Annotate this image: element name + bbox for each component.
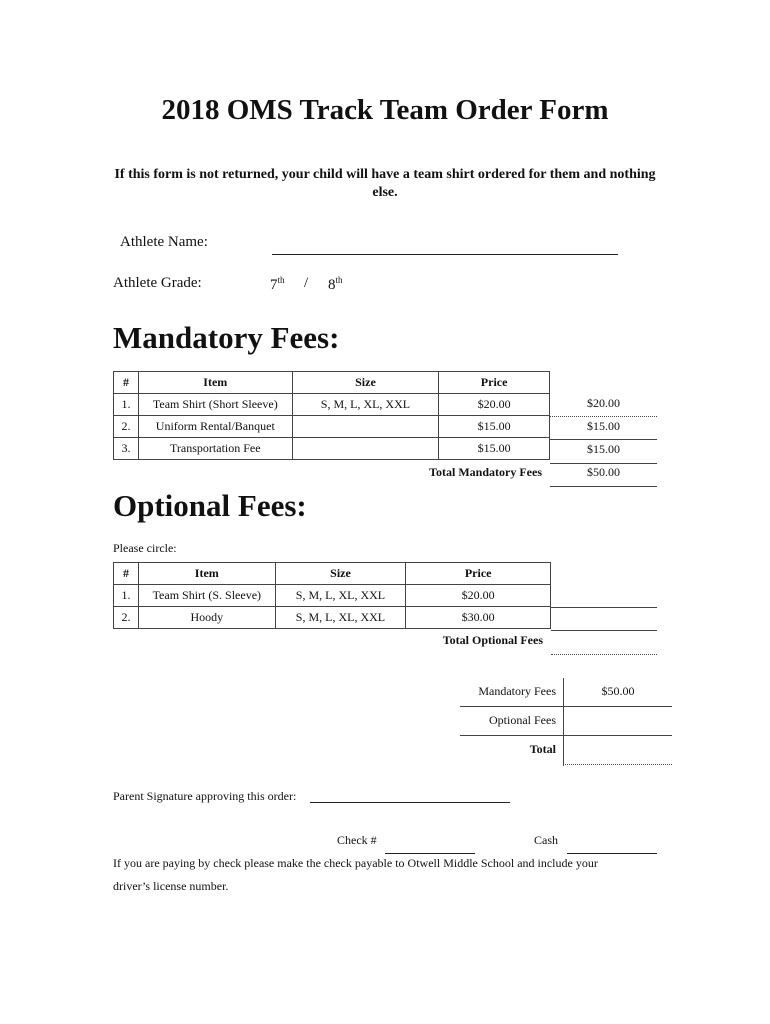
- athlete-grade-label: Athlete Grade:: [113, 275, 202, 291]
- total-optional-label: Total Optional Fees: [442, 633, 543, 647]
- header-size: Size: [275, 563, 406, 585]
- row-size: [292, 438, 439, 460]
- header-num: #: [114, 372, 139, 394]
- optional-row-total-field[interactable]: [551, 630, 657, 631]
- row-price: $15.00: [439, 438, 550, 460]
- payment-note-line2: driver’s license number.: [113, 879, 229, 893]
- optional-fees-heading: Optional Fees:: [113, 488, 307, 523]
- total-mandatory-label: Total Mandatory Fees: [429, 465, 542, 479]
- table-row: [114, 394, 550, 416]
- header-price: Price: [406, 563, 551, 585]
- cash-field[interactable]: [567, 853, 657, 854]
- row-item: Uniform Rental/Banquet: [138, 416, 292, 438]
- header-price: Price: [439, 372, 550, 394]
- divider: [550, 439, 657, 440]
- row-size[interactable]: S, M, L, XL, XXL: [292, 394, 439, 416]
- mandatory-row-total: $15.00: [587, 419, 620, 433]
- row-num: 2.: [114, 416, 139, 438]
- mandatory-row-total: $15.00: [587, 442, 620, 456]
- table-row: [114, 585, 551, 607]
- grade-7-option[interactable]: 7th: [270, 275, 285, 293]
- grade-separator: /: [304, 275, 309, 291]
- athlete-name-field[interactable]: [272, 254, 618, 255]
- optional-row-total-field[interactable]: [551, 607, 657, 608]
- parent-signature-label: Parent Signature approving this order:: [113, 789, 297, 803]
- table-row: [114, 438, 550, 460]
- mandatory-row-total: $20.00: [587, 396, 620, 410]
- row-price: $30.00: [406, 607, 551, 629]
- header-size: Size: [292, 372, 439, 394]
- row-price: $20.00: [406, 585, 551, 607]
- summary-total-label: Total: [529, 742, 556, 756]
- summary-mandatory-label: Mandatory Fees: [478, 684, 556, 698]
- row-size[interactable]: S, M, L, XL, XXL: [275, 585, 406, 607]
- row-num: 1.: [114, 394, 139, 416]
- header-item: Item: [138, 563, 275, 585]
- divider: [460, 735, 672, 736]
- total-mandatory-value: $50.00: [587, 465, 620, 479]
- divider: [550, 416, 657, 417]
- total-optional-field[interactable]: [551, 654, 657, 655]
- table-header-row: [114, 563, 551, 585]
- row-price: $20.00: [439, 394, 550, 416]
- row-item: Hoody: [138, 607, 275, 629]
- divider: [460, 706, 672, 707]
- cash-label: Cash: [534, 833, 558, 847]
- table-row: [114, 416, 550, 438]
- athlete-name-label: Athlete Name:: [120, 234, 208, 250]
- row-item: Transportation Fee: [138, 438, 292, 460]
- check-label: Check #: [337, 833, 377, 847]
- divider: [550, 463, 657, 464]
- optional-fees-table: [113, 562, 551, 629]
- payment-note-line1: If you are paying by check please make the check payable to Otwell Middle School and include your: [113, 856, 598, 870]
- header-item: Item: [138, 372, 292, 394]
- grade-8-option[interactable]: 8th: [328, 275, 343, 293]
- divider: [550, 486, 657, 487]
- header-num: #: [114, 563, 139, 585]
- row-num: 3.: [114, 438, 139, 460]
- table-row: [114, 607, 551, 629]
- please-circle-text: Please circle:: [113, 541, 177, 555]
- row-num: 1.: [114, 585, 139, 607]
- row-item: Team Shirt (S. Sleeve): [138, 585, 275, 607]
- row-item: Team Shirt (Short Sleeve): [138, 394, 292, 416]
- row-size[interactable]: S, M, L, XL, XXL: [275, 607, 406, 629]
- summary-optional-label: Optional Fees: [489, 713, 556, 727]
- row-size: [292, 416, 439, 438]
- parent-signature-field[interactable]: [310, 802, 510, 803]
- page-title: 2018 OMS Track Team Order Form: [161, 94, 609, 126]
- table-header-row: [114, 372, 550, 394]
- mandatory-fees-table: [113, 371, 550, 460]
- mandatory-fees-heading: Mandatory Fees:: [113, 320, 340, 355]
- check-number-field[interactable]: [385, 853, 475, 854]
- summary-mandatory-value: $50.00: [601, 684, 635, 698]
- summary-total-field[interactable]: [563, 764, 672, 765]
- notice-text: If this form is not returned, your child will have a team shirt ordered for them and nothing else.: [114, 167, 656, 200]
- row-price: $15.00: [439, 416, 550, 438]
- row-num: 2.: [114, 607, 139, 629]
